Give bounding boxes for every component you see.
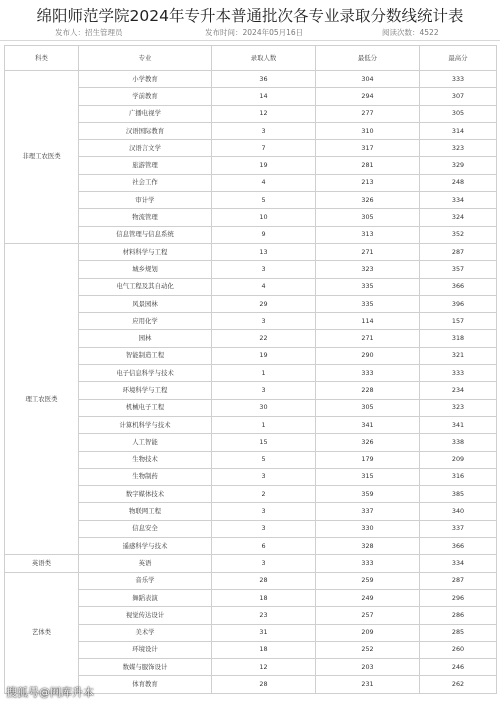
- table-row: [5, 278, 497, 295]
- major-cell: 美术学: [79, 624, 212, 641]
- min-score-cell: 304: [316, 71, 420, 88]
- admitted-count-cell: 22: [212, 330, 316, 347]
- min-score-cell: 259: [316, 572, 420, 589]
- max-score-cell: 334: [420, 555, 497, 572]
- min-score-cell: 231: [316, 676, 420, 693]
- admitted-count-cell: 12: [212, 659, 316, 676]
- table-row: [5, 140, 497, 157]
- min-score-cell: 317: [316, 140, 420, 157]
- view-count: 阅读次数：4522: [382, 28, 439, 37]
- admitted-count-cell: 13: [212, 243, 316, 260]
- table-row: [5, 486, 497, 503]
- min-score-cell: 249: [316, 589, 420, 606]
- table-header-row: [5, 46, 497, 71]
- min-score-cell: 323: [316, 261, 420, 278]
- table-row: [5, 382, 497, 399]
- max-score-cell: 286: [420, 607, 497, 624]
- admitted-count-cell: 4: [212, 278, 316, 295]
- admitted-count-cell: 19: [212, 347, 316, 364]
- table-row: [5, 313, 497, 330]
- max-score-cell: 321: [420, 347, 497, 364]
- table-row: [5, 624, 497, 641]
- admitted-count-cell: 15: [212, 434, 316, 451]
- major-cell: 园林: [79, 330, 212, 347]
- major-cell: 人工智能: [79, 434, 212, 451]
- max-score-cell: 318: [420, 330, 497, 347]
- max-score-cell: 262: [420, 676, 497, 693]
- category-cell: 英语类: [5, 555, 79, 572]
- major-cell: 风景园林: [79, 295, 212, 312]
- table-row: [5, 641, 497, 658]
- max-score-cell: 340: [420, 503, 497, 520]
- table-row: [5, 365, 497, 382]
- min-score-cell: 277: [316, 105, 420, 122]
- max-score-cell: 323: [420, 140, 497, 157]
- admitted-count-cell: 18: [212, 641, 316, 658]
- min-score-cell: 333: [316, 555, 420, 572]
- admitted-count-cell: 1: [212, 416, 316, 433]
- min-score-cell: 305: [316, 209, 420, 226]
- min-score-cell: 281: [316, 157, 420, 174]
- page-title: 绵阳师范学院2024年专升本普通批次各专业录取分数线统计表: [36, 7, 464, 25]
- min-score-cell: 271: [316, 243, 420, 260]
- min-score-cell: 203: [316, 659, 420, 676]
- admitted-count-cell: 2: [212, 486, 316, 503]
- max-score-cell: 396: [420, 295, 497, 312]
- major-cell: 数媒与服饰设计: [79, 659, 212, 676]
- major-cell: 应用化学: [79, 313, 212, 330]
- major-cell: 英语: [79, 555, 212, 572]
- table-row: [5, 468, 497, 485]
- min-score-cell: 326: [316, 434, 420, 451]
- max-score-cell: 314: [420, 122, 497, 139]
- min-score-cell: 257: [316, 607, 420, 624]
- admitted-count-cell: 3: [212, 382, 316, 399]
- admitted-count-cell: 14: [212, 88, 316, 105]
- max-score-cell: 234: [420, 382, 497, 399]
- table-row: [5, 555, 497, 572]
- max-score-cell: 338: [420, 434, 497, 451]
- admitted-count-cell: 9: [212, 226, 316, 243]
- min-score-cell: 114: [316, 313, 420, 330]
- table-row: [5, 503, 497, 520]
- min-score-cell: 252: [316, 641, 420, 658]
- admitted-count-cell: 3: [212, 555, 316, 572]
- table-row: [5, 538, 497, 555]
- min-score-cell: 315: [316, 468, 420, 485]
- min-score-cell: 290: [316, 347, 420, 364]
- major-cell: 电气工程及其自动化: [79, 278, 212, 295]
- header-max-score: 最高分: [420, 46, 497, 71]
- admitted-count-cell: 1: [212, 365, 316, 382]
- header-admitted: 录取人数: [212, 46, 316, 71]
- header-category: 科类: [5, 46, 79, 71]
- table-row: [5, 295, 497, 312]
- admitted-count-cell: 3: [212, 503, 316, 520]
- max-score-cell: 329: [420, 157, 497, 174]
- major-cell: 音乐学: [79, 572, 212, 589]
- min-score-cell: 179: [316, 451, 420, 468]
- table-row: [5, 399, 497, 416]
- major-cell: 旅游管理: [79, 157, 212, 174]
- watermark: 搜狐号@网库升本: [6, 686, 94, 699]
- admitted-count-cell: 36: [212, 71, 316, 88]
- admitted-count-cell: 4: [212, 174, 316, 191]
- min-score-cell: 335: [316, 295, 420, 312]
- max-score-cell: 246: [420, 659, 497, 676]
- table-row: [5, 659, 497, 676]
- major-cell: 舞蹈表演: [79, 589, 212, 606]
- max-score-cell: 324: [420, 209, 497, 226]
- major-cell: 学前教育: [79, 88, 212, 105]
- max-score-cell: 305: [420, 105, 497, 122]
- min-score-cell: 337: [316, 503, 420, 520]
- major-cell: 物联网工程: [79, 503, 212, 520]
- min-score-cell: 326: [316, 192, 420, 209]
- major-cell: 材料科学与工程: [79, 243, 212, 260]
- admitted-count-cell: 10: [212, 209, 316, 226]
- min-score-cell: 330: [316, 520, 420, 537]
- header-min-score: 最低分: [316, 46, 420, 71]
- header-major: 专业: [79, 46, 212, 71]
- major-cell: 审计学: [79, 192, 212, 209]
- major-cell: 物流管理: [79, 209, 212, 226]
- admitted-count-cell: 7: [212, 140, 316, 157]
- major-cell: 环境科学与工程: [79, 382, 212, 399]
- max-score-cell: 287: [420, 243, 497, 260]
- major-cell: 生物制药: [79, 468, 212, 485]
- table-row: [5, 330, 497, 347]
- max-score-cell: 352: [420, 226, 497, 243]
- major-cell: 体育教育: [79, 676, 212, 693]
- major-cell: 视觉传达设计: [79, 607, 212, 624]
- min-score-cell: 213: [316, 174, 420, 191]
- table-row: [5, 520, 497, 537]
- admitted-count-cell: 18: [212, 589, 316, 606]
- admitted-count-cell: 3: [212, 468, 316, 485]
- table-row: [5, 261, 497, 278]
- table-row: [5, 192, 497, 209]
- min-score-cell: 209: [316, 624, 420, 641]
- max-score-cell: 357: [420, 261, 497, 278]
- major-cell: 汉语言文学: [79, 140, 212, 157]
- score-table: [4, 45, 497, 694]
- admitted-count-cell: 12: [212, 105, 316, 122]
- admitted-count-cell: 3: [212, 122, 316, 139]
- table-row: [5, 105, 497, 122]
- category-cell: 艺体类: [5, 572, 79, 693]
- max-score-cell: 333: [420, 365, 497, 382]
- max-score-cell: 385: [420, 486, 497, 503]
- table-row: [5, 607, 497, 624]
- major-cell: 小学教育: [79, 71, 212, 88]
- major-cell: 城乡规划: [79, 261, 212, 278]
- admitted-count-cell: 28: [212, 572, 316, 589]
- publisher-info: 发布人：招生管理员: [55, 28, 123, 37]
- table-row: [5, 347, 497, 364]
- admitted-count-cell: 29: [212, 295, 316, 312]
- major-cell: 数字媒体技术: [79, 486, 212, 503]
- min-score-cell: 359: [316, 486, 420, 503]
- major-cell: 机械电子工程: [79, 399, 212, 416]
- table-row: [5, 589, 497, 606]
- max-score-cell: 209: [420, 451, 497, 468]
- major-cell: 信息安全: [79, 520, 212, 537]
- major-cell: 电子信息科学与技术: [79, 365, 212, 382]
- table-row: [5, 174, 497, 191]
- table-row: [5, 434, 497, 451]
- admitted-count-cell: 3: [212, 261, 316, 278]
- max-score-cell: 285: [420, 624, 497, 641]
- major-cell: 广播电视学: [79, 105, 212, 122]
- admitted-count-cell: 30: [212, 399, 316, 416]
- max-score-cell: 337: [420, 520, 497, 537]
- admitted-count-cell: 5: [212, 451, 316, 468]
- publish-date: 发布时间：2024年05月16日: [205, 28, 304, 37]
- min-score-cell: 228: [316, 382, 420, 399]
- max-score-cell: 341: [420, 416, 497, 433]
- min-score-cell: 341: [316, 416, 420, 433]
- min-score-cell: 305: [316, 399, 420, 416]
- major-cell: 汉语国际教育: [79, 122, 212, 139]
- major-cell: 遥感科学与技术: [79, 538, 212, 555]
- table-row: [5, 209, 497, 226]
- max-score-cell: 307: [420, 88, 497, 105]
- major-cell: 环境设计: [79, 641, 212, 658]
- max-score-cell: 316: [420, 468, 497, 485]
- table-row: [5, 122, 497, 139]
- table-row: [5, 226, 497, 243]
- category-cell: 非理工农医类: [5, 71, 79, 244]
- admitted-count-cell: 31: [212, 624, 316, 641]
- min-score-cell: 335: [316, 278, 420, 295]
- header-divider: [0, 40, 500, 41]
- major-cell: 计算机科学与技术: [79, 416, 212, 433]
- admitted-count-cell: 28: [212, 676, 316, 693]
- table-row: [5, 243, 497, 260]
- min-score-cell: 310: [316, 122, 420, 139]
- table-row: [5, 572, 497, 589]
- min-score-cell: 333: [316, 365, 420, 382]
- table-row: [5, 416, 497, 433]
- max-score-cell: 323: [420, 399, 497, 416]
- min-score-cell: 313: [316, 226, 420, 243]
- table-body: [5, 71, 497, 694]
- major-cell: 生物技术: [79, 451, 212, 468]
- min-score-cell: 294: [316, 88, 420, 105]
- max-score-cell: 366: [420, 278, 497, 295]
- max-score-cell: 287: [420, 572, 497, 589]
- table-row: [5, 157, 497, 174]
- max-score-cell: 366: [420, 538, 497, 555]
- max-score-cell: 334: [420, 192, 497, 209]
- table-row: [5, 71, 497, 88]
- admitted-count-cell: 6: [212, 538, 316, 555]
- max-score-cell: 157: [420, 313, 497, 330]
- admitted-count-cell: 5: [212, 192, 316, 209]
- major-cell: 智能制造工程: [79, 347, 212, 364]
- major-cell: 信息管理与信息系统: [79, 226, 212, 243]
- max-score-cell: 296: [420, 589, 497, 606]
- admitted-count-cell: 19: [212, 157, 316, 174]
- max-score-cell: 248: [420, 174, 497, 191]
- major-cell: 社会工作: [79, 174, 212, 191]
- max-score-cell: 333: [420, 71, 497, 88]
- admitted-count-cell: 3: [212, 313, 316, 330]
- table-row: [5, 451, 497, 468]
- category-cell: 理工农医类: [5, 243, 79, 554]
- min-score-cell: 328: [316, 538, 420, 555]
- min-score-cell: 271: [316, 330, 420, 347]
- admitted-count-cell: 23: [212, 607, 316, 624]
- table-row: [5, 88, 497, 105]
- admitted-count-cell: 3: [212, 520, 316, 537]
- max-score-cell: 260: [420, 641, 497, 658]
